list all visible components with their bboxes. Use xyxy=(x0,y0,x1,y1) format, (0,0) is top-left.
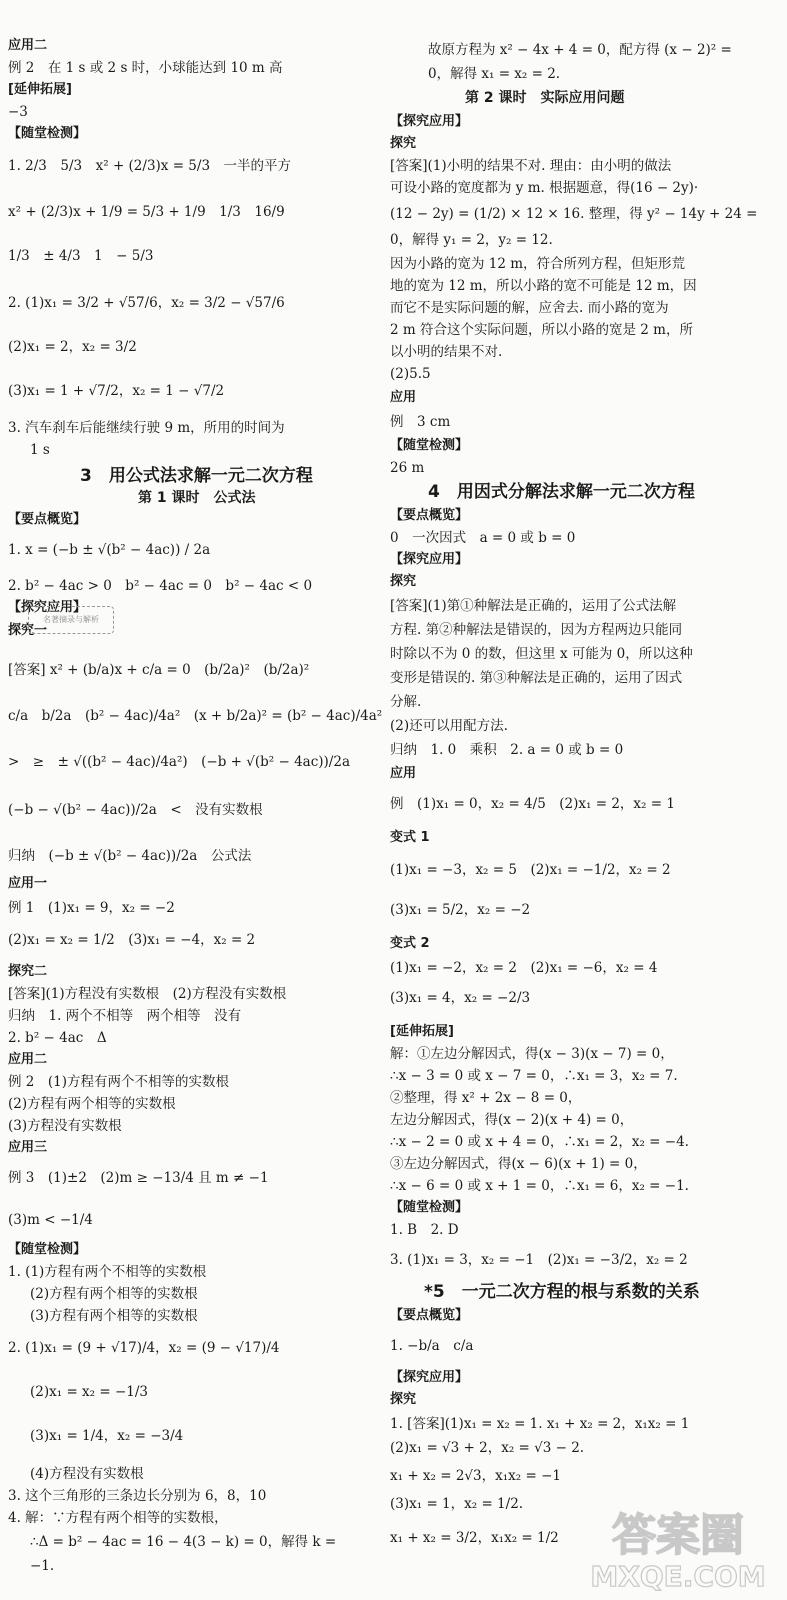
text-line: ∴Δ = b² − 4ac = 16 − 4(3 − k) = 0，解得 k = xyxy=(30,1534,337,1550)
section-label: 应用 xyxy=(390,390,417,405)
text-line: (3)x₁ = 4，x₂ = −2/3 xyxy=(390,990,531,1006)
section-label: [延伸拓展] xyxy=(8,82,72,97)
text-line: 例 1 (1)x₁ = 9，x₂ = −2 xyxy=(8,900,175,916)
section-label: 【随堂检测】 xyxy=(8,1242,87,1257)
section-label: 探究二 xyxy=(8,964,48,979)
text-line: c/a b/2a (b² − 4ac)/4a² (x + b/2a)² = (b² − 4ac)/4a² xyxy=(8,708,383,724)
text-line: 因为小路的宽为 12 m，符合所列方程，但矩形荒 xyxy=(390,256,686,272)
section-label: 应用一 xyxy=(8,876,48,891)
text-line: (2)x₁ = 2，x₂ = 3/2 xyxy=(8,339,137,355)
section-heading: 4 用因式分解法求解一元二次方程 xyxy=(428,482,695,502)
text-line: 2. (1)x₁ = 3/2 + √57/6，x₂ = 3/2 − √57/6 xyxy=(8,295,285,311)
text-line: 1 s xyxy=(30,442,50,458)
text-line: 3. (1)x₁ = 3，x₂ = −1 (2)x₁ = −3/2，x₂ = 2 xyxy=(390,1252,688,1268)
text-line: 地的宽为 12 m，所以小路的宽不可能是 12 m，因 xyxy=(390,278,697,294)
text-line: (3)x₁ = 1 + √7/2，x₂ = 1 − √7/2 xyxy=(8,383,225,399)
text-line: 4. 解：∵方程有两个相等的实数根， xyxy=(8,1510,228,1526)
text-line: 以小明的结果不对. xyxy=(390,344,503,360)
section-label: 【探究应用】 xyxy=(8,600,87,615)
section-label: 【随堂检测】 xyxy=(390,438,469,453)
text-line: 1. (1)方程有两个不相等的实数根 xyxy=(8,1264,207,1280)
text-line: > ≥ ± √((b² − 4ac)/4a²) (−b + √(b² − 4ac))/2a xyxy=(8,754,350,770)
text-line: (3)方程没有实数根 xyxy=(8,1118,122,1134)
text-line: 例 (1)x₁ = 0，x₂ = 4/5 (2)x₁ = 2，x₂ = 1 xyxy=(390,796,675,812)
section-label: 变式 1 xyxy=(390,830,430,845)
watermark-line2: MXQE.COM xyxy=(590,1560,766,1593)
text-line: ③左边分解因式，得(x − 6)(x + 1) = 0， xyxy=(390,1156,647,1172)
text-line: 故原方程为 x² − 4x + 4 = 0，配方得 (x − 2)² = xyxy=(428,42,732,58)
text-line: ∴x − 6 = 0 或 x + 1 = 0，∴x₁ = 6，x₂ = −1. xyxy=(390,1178,689,1194)
text-line: 方程. 第②种解法是错误的，因为方程两边只能同 xyxy=(390,622,683,638)
text-line: x² + (2/3)x + 1/9 = 5/3 + 1/9 1/3 16/9 xyxy=(8,204,285,220)
section-label: 【要点概览】 xyxy=(8,512,87,527)
text-line: ∴x − 3 = 0 或 x − 7 = 0，∴x₁ = 3，x₂ = 7. xyxy=(390,1068,678,1084)
stamp-mark: 名著摘录与解析 xyxy=(28,606,114,634)
text-line: 分解. xyxy=(390,694,422,710)
section-label: 变式 2 xyxy=(390,936,430,951)
text-line: [答案](1)方程没有实数根 (2)方程没有实数根 xyxy=(8,986,287,1002)
section-label: 【探究应用】 xyxy=(390,114,469,129)
text-line: 2 m 符合这个实际问题，所以小路的宽是 2 m，所 xyxy=(390,322,693,338)
subsection-heading: 第 1 课时 公式法 xyxy=(138,490,256,506)
text-line: 左边分解因式，得(x − 2)(x + 4) = 0， xyxy=(390,1112,634,1128)
text-line: (2)方程有两个相等的实数根 xyxy=(8,1096,176,1112)
text-line: 3. 汽车刹车后能继续行驶 9 m，所用的时间为 xyxy=(8,420,285,436)
section-heading: *5 一元二次方程的根与系数的关系 xyxy=(424,1282,700,1302)
section-label: 【随堂检测】 xyxy=(390,1200,469,1215)
watermark-line1: 答案圈 xyxy=(612,1510,744,1561)
text-line: (−b − √(b² − 4ac))/2a < 没有实数根 xyxy=(8,802,263,818)
text-line: [答案](1)第①种解法是正确的，运用了公式法解 xyxy=(390,598,677,614)
section-label: 应用二 xyxy=(8,38,48,53)
text-line: 2. b² − 4ac Δ xyxy=(8,1030,107,1046)
text-line: (4)方程没有实数根 xyxy=(30,1466,144,1482)
text-line: 1. x = (−b ± √(b² − 4ac)) / 2a xyxy=(8,542,211,558)
section-label: 【探究应用】 xyxy=(390,1370,469,1385)
text-line: [答案](1)小明的结果不对. 理由：由小明的做法 xyxy=(390,158,672,174)
text-line: (2)还可以用配方法. xyxy=(390,718,508,734)
text-line: (1)x₁ = −2，x₂ = 2 (2)x₁ = −6，x₂ = 4 xyxy=(390,960,658,976)
section-label: 【随堂检测】 xyxy=(8,126,87,141)
text-line: (2)x₁ = x₂ = 1/2 (3)x₁ = −4，x₂ = 2 xyxy=(8,932,256,948)
text-line: 1. 2/3 5/3 x² + (2/3)x = 5/3 一半的平方 xyxy=(8,158,292,174)
text-line: (3)方程有两个相等的实数根 xyxy=(30,1308,198,1324)
text-line: (3)m < −1/4 xyxy=(8,1212,93,1228)
text-line: 1. B 2. D xyxy=(390,1222,459,1238)
text-line: (2)x₁ = x₂ = −1/3 xyxy=(30,1384,148,1400)
section-label: 【要点概览】 xyxy=(390,508,469,523)
section-label: 应用 xyxy=(390,766,417,781)
text-line: 26 m xyxy=(390,460,425,476)
text-line: 可设小路的宽度都为 y m. 根据题意，得(16 − 2y)· xyxy=(390,180,699,196)
text-line: 1. [答案](1)x₁ = x₂ = 1. x₁ + x₂ = 2，x₁x₂ = 1 xyxy=(390,1416,690,1432)
text-line: 例 2 (1)方程有两个不相等的实数根 xyxy=(8,1074,230,1090)
text-line: 例 3 cm xyxy=(390,414,451,430)
text-line: 变形是错误的. 第③种解法是正确的，运用了因式 xyxy=(390,670,683,686)
text-line: 而它不是实际问题的解，应舍去. 而小路的宽为 xyxy=(390,300,669,316)
text-line: 2. (1)x₁ = (9 + √17)/4，x₂ = (9 − √17)/4 xyxy=(8,1340,280,1356)
section-label: 探究 xyxy=(390,1392,417,1407)
section-label: 【要点概览】 xyxy=(390,1308,469,1323)
text-line: x₁ + x₂ = 3/2，x₁x₂ = 1/2 xyxy=(390,1530,559,1546)
subsection-heading: 第 2 课时 实际应用问题 xyxy=(465,90,625,106)
text-line: 0，解得 y₁ = 2，y₂ = 12. xyxy=(390,232,553,248)
section-label: [延伸拓展] xyxy=(390,1024,454,1039)
section-label: 探究一 xyxy=(8,623,48,638)
section-label: 探究 xyxy=(390,574,417,589)
text-line: (2)方程有两个相等的实数根 xyxy=(30,1286,198,1302)
text-line: 归纳 1. 0 乘积 2. a = 0 或 b = 0 xyxy=(390,742,624,758)
text-line: ②整理，得 x² + 2x − 8 = 0， xyxy=(390,1090,582,1106)
text-line: 例 2 在 1 s 或 2 s 时，小球能达到 10 m 高 xyxy=(8,60,283,76)
text-line: (3)x₁ = 1，x₂ = 1/2. xyxy=(390,1496,524,1512)
text-line: (3)x₁ = 5/2，x₂ = −2 xyxy=(390,902,531,918)
section-heading: 3 用公式法求解一元二次方程 xyxy=(80,466,313,486)
text-line: [答案] x² + (b/a)x + c/a = 0 (b/2a)² (b/2a)² xyxy=(8,662,310,678)
text-line: −3 xyxy=(8,104,28,120)
text-line: 例 3 (1)±2 (2)m ≥ −13/4 且 m ≠ −1 xyxy=(8,1170,269,1186)
text-line: (2)5.5 xyxy=(390,366,431,382)
text-line: 3. 这个三角形的三条边长分别为 6，8，10 xyxy=(8,1488,267,1504)
text-line: x₁ + x₂ = 2√3，x₁x₂ = −1 xyxy=(390,1468,561,1484)
text-line: 时除以不为 0 的数，但这里 x 可能为 0，所以这种 xyxy=(390,646,693,662)
section-label: 应用二 xyxy=(8,1052,48,1067)
text-line: (2)x₁ = √3 + 2，x₂ = √3 − 2. xyxy=(390,1440,585,1456)
text-line: 解：①左边分解因式，得(x − 3)(x − 7) = 0， xyxy=(390,1046,674,1062)
watermark-logo xyxy=(573,1488,783,1598)
text-line: ∴x − 2 = 0 或 x + 4 = 0，∴x₁ = 2，x₂ = −4. xyxy=(390,1134,689,1150)
text-line: −1. xyxy=(30,1558,55,1574)
text-line: 归纳 (−b ± √(b² − 4ac))/2a 公式法 xyxy=(8,848,252,864)
text-line: 0 一次因式 a = 0 或 b = 0 xyxy=(390,530,576,546)
text-line: 1. −b/a c/a xyxy=(390,1338,474,1354)
text-line: 1/3 ± 4/3 1 − 5/3 xyxy=(8,248,154,264)
section-label: 应用三 xyxy=(8,1140,48,1155)
section-label: 【探究应用】 xyxy=(390,552,469,567)
text-line: 归纳 1. 两个不相等 两个相等 没有 xyxy=(8,1008,242,1024)
text-line: (3)x₁ = 1/4，x₂ = −3/4 xyxy=(30,1428,184,1444)
text-line: (12 − 2y) = (1/2) × 12 × 16. 整理，得 y² − 14y + 24 = xyxy=(390,206,758,222)
text-line: (1)x₁ = −3，x₂ = 5 (2)x₁ = −1/2，x₂ = 2 xyxy=(390,862,671,878)
text-line: 2. b² − 4ac > 0 b² − 4ac = 0 b² − 4ac < 0 xyxy=(8,578,313,594)
section-label: 探究 xyxy=(390,136,417,151)
text-line: 0，解得 x₁ = x₂ = 2. xyxy=(428,66,561,82)
